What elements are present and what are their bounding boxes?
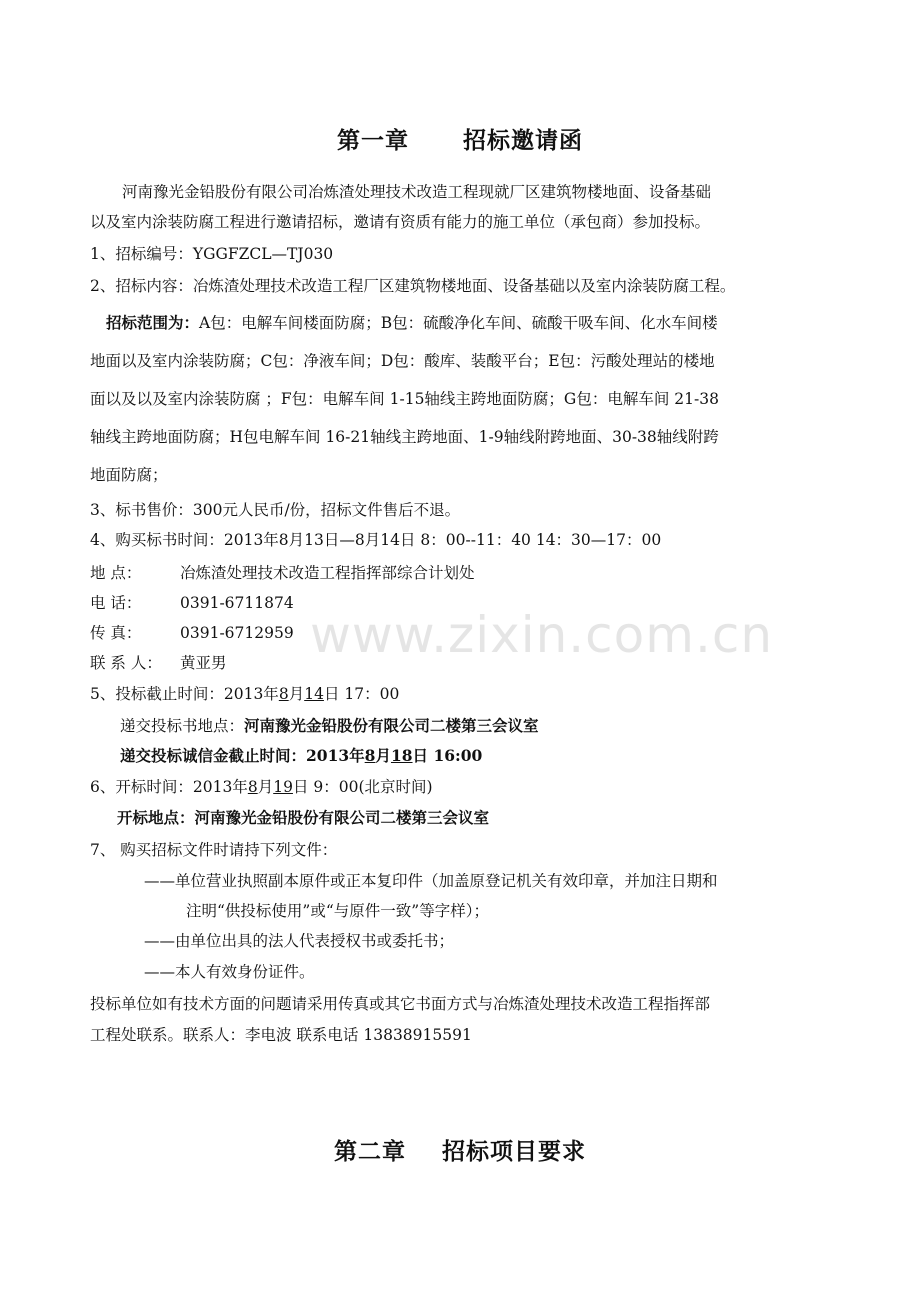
fax-row <box>90 623 294 643</box>
item-3-price: 3、标书售价：300元人民币/份，招标文件售后不退。 <box>90 501 461 519</box>
fax-label: 传 真： <box>90 624 142 642</box>
location-row <box>90 563 475 583</box>
intro-line-1: 河南豫光金铅股份有限公司冶炼渣处理技术改造工程现就厂区建筑物楼地面、设备基础 <box>122 183 712 201</box>
item-5-deadline <box>90 684 399 704</box>
submit-place-label: 递交投标书地点： <box>120 717 245 735</box>
item-2-tender-content: 2、招标内容：冶炼渣处理技术改造工程厂区建筑物楼地面、设备基础以及室内涂装防腐工程。 <box>90 277 736 295</box>
doc-1-line-1: ——单位营业执照副本原件或正本复印件（加盖原登记机关有效印章，并加注日期和 <box>144 872 718 890</box>
item-5-suffix: 日 17：00 <box>323 685 400 703</box>
contact-label: 联 系 人： <box>90 654 162 672</box>
item-6-month-unit: 月 <box>257 778 274 796</box>
item-6-opening-time <box>90 777 433 797</box>
doc-1-line-2: 注明“供投标使用”或“与原件一致”等字样）； <box>186 902 489 920</box>
scope-line-2: 地面以及室内涂装防腐；C包：净液车间；D包：酸库、装酸平台；E包：污酸处理站的楼地 <box>90 352 715 370</box>
location-label: 地 点： <box>90 564 142 582</box>
item-1-tender-number: 1、招标编号：YGGFZCL—TJ030 <box>90 245 334 263</box>
deposit-suffix: 日 16:00 <box>412 746 483 765</box>
intro-line-2: 以及室内涂装防腐工程进行邀请招标，邀请有资质有能力的施工单位（承包商）参加投标。 <box>90 213 711 231</box>
item-6-prefix: 6、开标时间：2013年 <box>90 778 248 796</box>
doc-2: ——由单位出具的法人代表授权书或委托书； <box>144 932 455 950</box>
item-6-suffix: 日 9：00(北京时间) <box>292 778 433 796</box>
phone-value: 0391-6711874 <box>180 594 294 612</box>
submit-place-value: 河南豫光金铅股份有限公司二楼第三会议室 <box>244 716 539 735</box>
scope-line-3: 面以及以及室内涂装防腐 ；F包：电解车间 1-15轴线主跨地面防腐；G包：电解车间 21-38 <box>90 390 719 408</box>
deposit-prefix: 递交投标诚信金截止时间：2013年 <box>120 746 365 765</box>
closing-line-1: 投标单位如有技术方面的问题请采用传真或其它书面方式与冶炼渣处理技术改造工程指挥部 <box>90 995 711 1013</box>
scope-text-1: A包：电解车间楼面防腐；B包：硫酸净化车间、硫酸干吸车间、化水车间楼 <box>199 314 718 332</box>
phone-row <box>90 593 294 613</box>
chapter-1-title: 第一章 招标邀请函 <box>336 127 584 154</box>
contact-row <box>90 653 227 673</box>
deposit-day: 18 <box>390 746 413 765</box>
contact-value: 黄亚男 <box>180 654 227 672</box>
scope-line-1 <box>106 313 718 333</box>
location-value: 冶炼渣处理技术改造工程指挥部综合计划处 <box>180 564 475 582</box>
deposit-month: 8 <box>364 746 376 765</box>
item-5-month: 8 <box>278 685 289 703</box>
item-7-required-docs: 7、 购买招标文件时请持下列文件： <box>90 841 338 859</box>
item-5-month-unit: 月 <box>288 685 305 703</box>
item-4-purchase-time: 4、购买标书时间：2013年8月13日—8月14日 8：00--11：40 14：30—17：00 <box>90 531 662 549</box>
item-6-month: 8 <box>247 778 258 796</box>
item-5-prefix: 5、投标截止时间：2013年 <box>90 685 279 703</box>
opening-place: 开标地点：河南豫光金铅股份有限公司二楼第三会议室 <box>117 808 490 827</box>
scope-label: 招标范围为： <box>106 313 200 332</box>
watermark: www.zixin.com.cn <box>310 606 774 664</box>
fax-value: 0391-6712959 <box>180 624 294 642</box>
doc-3: ——本人有效身份证件。 <box>144 963 315 981</box>
closing-line-2: 工程处联系。联系人：李电波 联系电话 13838915591 <box>90 1026 472 1044</box>
chapter-2-title: 第二章 招标项目要求 <box>333 1138 587 1165</box>
item-5-day: 14 <box>304 685 324 703</box>
scope-line-4: 轴线主跨地面防腐；H包电解车间 16-21轴线主跨地面、1-9轴线附跨地面、30-38轴线附跨 <box>90 428 719 446</box>
submit-place-row <box>120 716 539 736</box>
deposit-month-unit: 月 <box>375 746 391 765</box>
deposit-deadline <box>120 746 482 766</box>
item-6-day: 19 <box>273 778 293 796</box>
scope-line-5: 地面防腐； <box>90 466 168 484</box>
phone-label: 电 话： <box>90 594 142 612</box>
